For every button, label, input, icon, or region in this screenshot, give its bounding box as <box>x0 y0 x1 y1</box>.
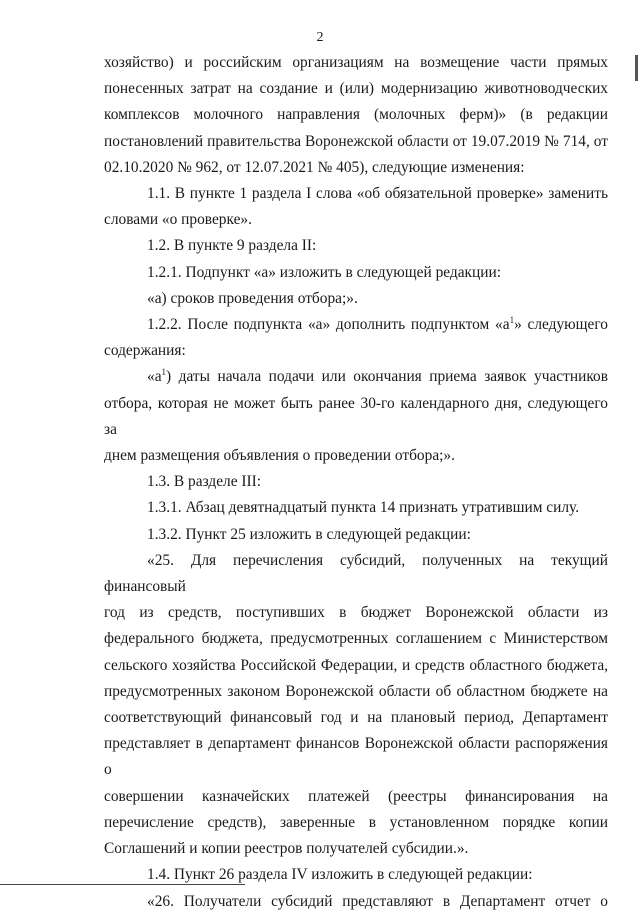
document-body <box>104 50 608 915</box>
paragraph-quote-a1 <box>104 364 608 469</box>
text-line: сельского хозяйства Российской Федерации, и средств областного бюджета, <box>104 656 608 674</box>
text-line: Соглашений и копии реестров получателей субсидии.». <box>104 840 469 858</box>
paragraph-quote-25 <box>104 548 608 862</box>
text-line: год из средств, поступивших в бюджет Воронежской области из <box>104 604 608 622</box>
text-line: комплексов молочного направления (молочных ферм)» (в редакции <box>104 106 608 124</box>
paragraph-quote-26: «26. Получатели субсидий представляют в Департамент отчет о <box>147 892 608 910</box>
margin-mark <box>635 55 638 81</box>
page-number: 2 <box>316 30 324 45</box>
text-line: содержания: <box>104 342 186 360</box>
text-line: перечисление средств), заверенные в установленном порядке копии <box>104 813 608 831</box>
paragraph-1-2-2 <box>104 312 608 364</box>
bottom-rule <box>0 884 245 885</box>
paragraph-1-3-2: 1.3.2. Пункт 25 изложить в следующей редакции: <box>147 525 471 543</box>
paragraph-1-3: 1.3. В разделе III: <box>147 473 262 491</box>
paragraph-1-1 <box>104 181 608 233</box>
paragraph-1-4: 1.4. Пункт 26 раздела IV изложить в следующей редакции: <box>147 866 533 884</box>
text-line: представляет в департамент финансов Воронежской области распоряжения о <box>104 735 608 779</box>
text-line: «$а^1$) даты начала подачи или окончания приема заявок участников <box>147 367 608 386</box>
text-line: 1.1. В пункте 1 раздела I слова «об обязательной проверке» заменить <box>147 185 608 203</box>
text-line: хозяйство) и российским организациям на возмещение части прямых <box>104 54 608 71</box>
paragraph-1-2-1: 1.2.1. Подпункт «а» изложить в следующей редакции: <box>147 263 502 281</box>
text-line: 1.2.2. После подпункта «а» дополнить подпунктом «$а^1$» следующего <box>147 315 608 334</box>
text-line: «25. Для перечисления субсидий, полученных на текущий финансовый <box>104 551 608 596</box>
text-line: словами «о проверке». <box>104 211 252 229</box>
text-line: федерального бюджета, предусмотренных соглашением с Министерством <box>104 630 608 648</box>
paragraph <box>104 50 608 181</box>
paragraph-1-3-1: 1.3.1. Абзац девятнадцатый пункта 14 признать утратившим силу. <box>147 499 580 517</box>
superscript-one: 1 <box>161 367 167 378</box>
text-line: понесенных затрат на создание и (или) модернизацию животноводческих <box>104 80 608 98</box>
superscript-one: 1 <box>509 315 515 326</box>
paragraph-1-2: 1.2. В пункте 9 раздела II: <box>147 237 317 255</box>
text-line: 02.10.2020 № 962, от 12.07.2021 № 405), следующие изменения: <box>104 158 525 176</box>
text-line: совершении казначейских платежей (реестры финансирования на <box>104 787 608 805</box>
paragraph-quote-a: «а) сроков проведения отбора;». <box>147 289 358 307</box>
text-line: днем размещения объявления о проведении отбора;». <box>104 447 455 465</box>
text-line: предусмотренных законом Воронежской области об областном бюджете на <box>104 682 608 700</box>
text-line: отбора, которая не может быть ранее 30-го календарного дня, следующего за <box>104 394 608 438</box>
text-line: соответствующий финансовый год и на плановый период, Департамент <box>104 709 608 727</box>
text-line: постановлений правительства Воронежской области от 19.07.2019 № 714, от <box>104 132 608 150</box>
